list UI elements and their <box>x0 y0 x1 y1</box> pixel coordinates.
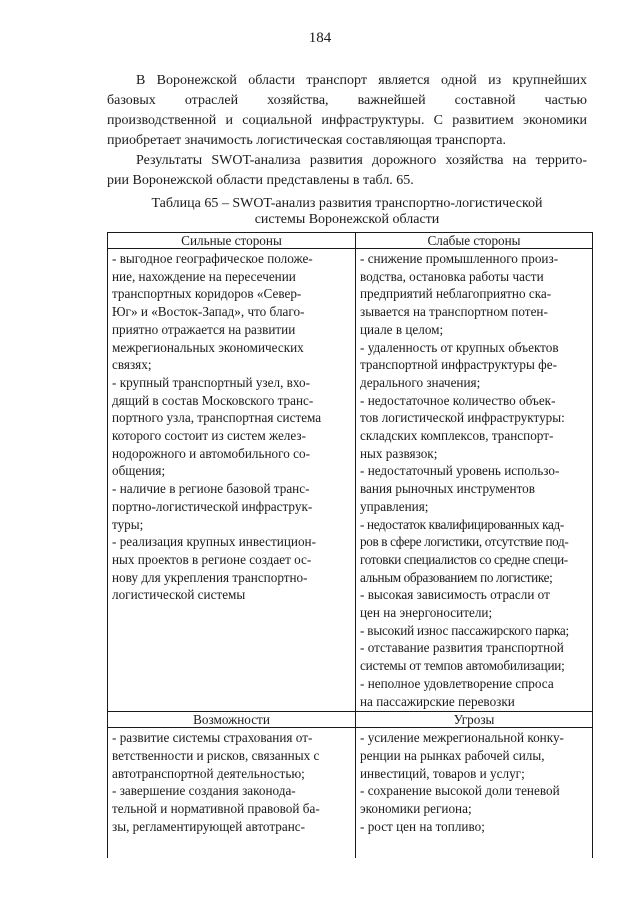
caption-line: Таблица 65 – SWOT-анализ развития транспортно-логистической <box>151 196 543 211</box>
text-line: базовых отраслей хозяйства, важнейшей составной частью <box>107 93 587 108</box>
cell-line: портно-логистической инфраструк- <box>112 498 313 514</box>
table-caption <box>107 196 587 228</box>
cell-line: тельной и нормативной правовой ба- <box>112 801 320 817</box>
cell-line: водства, остановка работы части <box>360 268 544 284</box>
cell-line: - завершение создания законода- <box>112 783 296 799</box>
table-header-row <box>108 712 593 728</box>
cell-line: ных развязок; <box>360 445 438 461</box>
cell-line: нодорожного и автомобильного со- <box>112 445 310 461</box>
cell-line: Юг» и «Восток-Запад», что благо- <box>112 304 305 320</box>
cell-line: управления; <box>360 498 429 514</box>
cell-line: ров в сфере логистики, отсутствие под- <box>360 534 569 550</box>
cell-line: транспортной инфраструктуры фе- <box>360 357 557 373</box>
cell-line: зывается на транспортном потен- <box>360 304 548 320</box>
cell-line: - наличие в регионе базовой транс- <box>112 481 310 497</box>
cell-line: экономики региона; <box>360 801 472 817</box>
cell-line: ветственности и рисков, связанных с <box>112 747 320 763</box>
cell-line: ние, нахождение на пересечении <box>112 268 296 284</box>
table-row <box>108 728 593 859</box>
cell-line: ных проектов в регионе создает ос- <box>112 551 312 567</box>
cell-line: - сохранение высокой доли теневой <box>360 783 560 799</box>
cell-line: на пассажирские перевозки <box>360 693 515 709</box>
cell-line: - недостаточное количество объек- <box>360 392 556 408</box>
cell-line: инвестиций, товаров и услуг; <box>360 765 525 781</box>
cell-line: - высокий износ пассажирского парка; <box>360 622 570 638</box>
cell-line: общения; <box>112 463 166 479</box>
text-line: В Воронежской области транспорт является одной из крупнейших <box>136 73 587 88</box>
cell-line: - рост цен на топливо; <box>360 818 485 834</box>
cell-line: связях; <box>112 357 152 373</box>
cell-line: - удаленность от крупных объектов <box>360 339 559 355</box>
cell-line: - высокая зависимость отрасли от <box>360 587 550 603</box>
cell-line: - крупный транспортный узел, вхо- <box>112 374 310 390</box>
cell-opportunities <box>108 728 356 859</box>
cell-line: цен на энергоносители; <box>360 605 493 621</box>
header-strengths: Сильные стороны <box>108 233 356 249</box>
cell-line: зы, регламентирующей автотранс- <box>112 818 306 834</box>
cell-line: готовки специалистов со средне специ- <box>360 551 568 567</box>
cell-line: - неполное удовлетворение спроса <box>360 675 554 691</box>
cell-line: - отставание развития транспортной <box>360 640 564 656</box>
cell-line: - снижение промышленного произ- <box>360 251 559 266</box>
header-weaknesses: Слабые стороны <box>356 233 593 249</box>
cell-line: нову для укрепления транспортно- <box>112 569 308 585</box>
paragraph-swot-results <box>107 151 587 191</box>
cell-line: межрегиональных экономических <box>112 339 304 355</box>
table-header-row <box>108 233 593 249</box>
cell-threats <box>356 728 593 859</box>
cell-line: вания рыночных инструментов <box>360 481 535 497</box>
table-row <box>108 249 593 712</box>
cell-line: дящий в состав Московского транс- <box>112 392 314 408</box>
text-line: рии Воронежской области представлены в табл. 65. <box>107 173 414 188</box>
header-threats: Угрозы <box>356 712 593 728</box>
cell-line: - недостаточный уровень использо- <box>360 463 560 479</box>
page-number: 184 <box>308 30 332 46</box>
cell-line: логистической системы <box>112 587 246 603</box>
cell-line: - усиление межрегиональной конку- <box>360 730 564 746</box>
swot-table <box>107 232 593 858</box>
text-line: приобретает значимость логистическая составляющая транспорта. <box>107 133 506 148</box>
cell-line: приятно отражается на развитии <box>112 321 296 337</box>
cell-line: - недостаток квалифицированных кад- <box>360 516 564 532</box>
cell-line: - выгодное географическое положе- <box>112 251 313 266</box>
cell-line: туры; <box>112 516 144 532</box>
text-line: производственной и социальной инфраструктуры. С развитием экономики <box>107 113 587 128</box>
cell-line: портного узла, транспортная система <box>112 410 322 426</box>
cell-line: складских комплексов, транспорт- <box>360 428 554 444</box>
cell-line: транспортных коридоров «Север- <box>112 286 302 302</box>
cell-line: циале в целом; <box>360 321 444 337</box>
cell-line: ренции на рынках рабочей силы, <box>360 747 545 763</box>
cell-line: - развитие системы страхования от- <box>112 730 313 746</box>
caption-line: системы Воронежской области <box>254 212 440 227</box>
cell-weaknesses <box>356 249 593 712</box>
cell-line: тов логистической инфраструктуры: <box>360 410 565 426</box>
paragraph-transport-intro <box>107 71 587 151</box>
cell-line: - реализация крупных инвестицион- <box>112 534 317 550</box>
cell-line: системы от темпов автомобилизации; <box>360 658 565 674</box>
cell-line: альным образованием по логистике; <box>360 569 553 585</box>
cell-line: автотранспортной деятельностью; <box>112 765 305 781</box>
header-opportunities: Возможности <box>108 712 356 728</box>
text-line: Результаты SWOT-анализа развития дорожного хозяйства на террито- <box>136 153 587 168</box>
cell-line: предприятий неблагоприятно ска- <box>360 286 552 302</box>
cell-line: дерального значения; <box>360 374 481 390</box>
cell-strengths <box>108 249 356 712</box>
cell-line: которого состоит из систем желез- <box>112 428 306 444</box>
